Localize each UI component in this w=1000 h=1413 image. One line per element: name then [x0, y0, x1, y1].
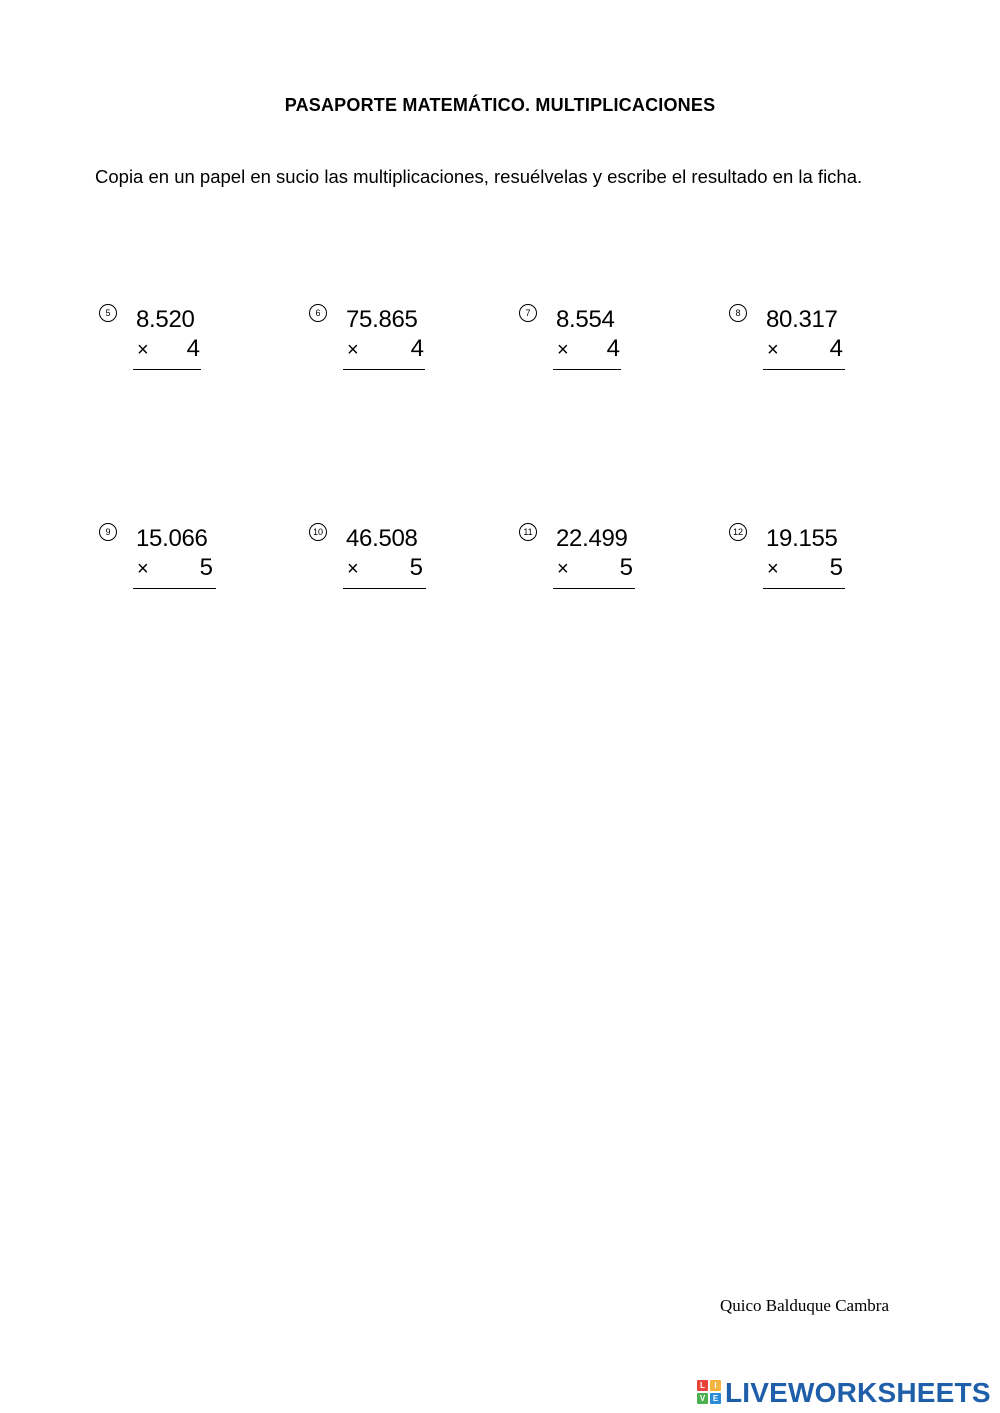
problem-number: 11	[519, 523, 537, 541]
problem-multiplier: 4	[606, 335, 620, 362]
problem-operand: 75.865	[346, 306, 418, 333]
times-sign: ×	[767, 558, 779, 580]
answer-line	[763, 369, 845, 370]
answer-line	[133, 588, 216, 589]
problem-multiplier: 5	[409, 554, 423, 581]
times-sign: ×	[557, 558, 569, 580]
answer-line	[553, 588, 635, 589]
logo-letter-e: E	[710, 1393, 721, 1404]
problem-number: 7	[519, 304, 537, 322]
problem-multiplier: 4	[829, 335, 843, 362]
author-name: Quico Balduque Cambra	[720, 1296, 890, 1315]
times-sign: ×	[347, 339, 359, 361]
logo-letter-i: I	[710, 1380, 721, 1391]
answer-line	[343, 588, 426, 589]
times-sign: ×	[137, 558, 149, 580]
page-title: PASAPORTE MATEMÁTICO. MULTIPLICACIONES	[284, 95, 716, 115]
problem-operand: 8.520	[136, 306, 195, 333]
answer-line	[553, 369, 621, 370]
problem-multiplier: 5	[619, 554, 633, 581]
logo-letter-l: L	[697, 1380, 708, 1391]
answer-line	[133, 369, 201, 370]
problem-operand: 46.508	[346, 525, 418, 552]
liveworksheets-logo-icon	[697, 1380, 721, 1404]
problem-multiplier: 5	[829, 554, 843, 581]
liveworksheets-logo-text: LIVEWORKSHEETS	[725, 1377, 991, 1408]
problem-multiplier: 4	[186, 335, 200, 362]
problem-number: 8	[729, 304, 747, 322]
times-sign: ×	[767, 339, 779, 361]
problem-operand: 19.155	[766, 525, 838, 552]
problem-number: 10	[309, 523, 327, 541]
problem-operand: 15.066	[136, 525, 208, 552]
problem-number: 6	[309, 304, 327, 322]
problem-number: 12	[729, 523, 747, 541]
logo-letter-v: V	[697, 1393, 708, 1404]
times-sign: ×	[347, 558, 359, 580]
answer-line	[343, 369, 425, 370]
problem-operand: 22.499	[556, 525, 628, 552]
answer-line	[763, 588, 845, 589]
problem-number: 9	[99, 523, 117, 541]
times-sign: ×	[557, 339, 569, 361]
instructions-text: Copia en un papel en sucio las multiplicaciones, resuélvelas y escribe el resultado en la ficha.	[95, 166, 863, 187]
times-sign: ×	[137, 339, 149, 361]
problem-number: 5	[99, 304, 117, 322]
problem-multiplier: 4	[410, 335, 424, 362]
problem-operand: 80.317	[766, 306, 838, 333]
problem-operand: 8.554	[556, 306, 615, 333]
problem-multiplier: 5	[199, 554, 213, 581]
